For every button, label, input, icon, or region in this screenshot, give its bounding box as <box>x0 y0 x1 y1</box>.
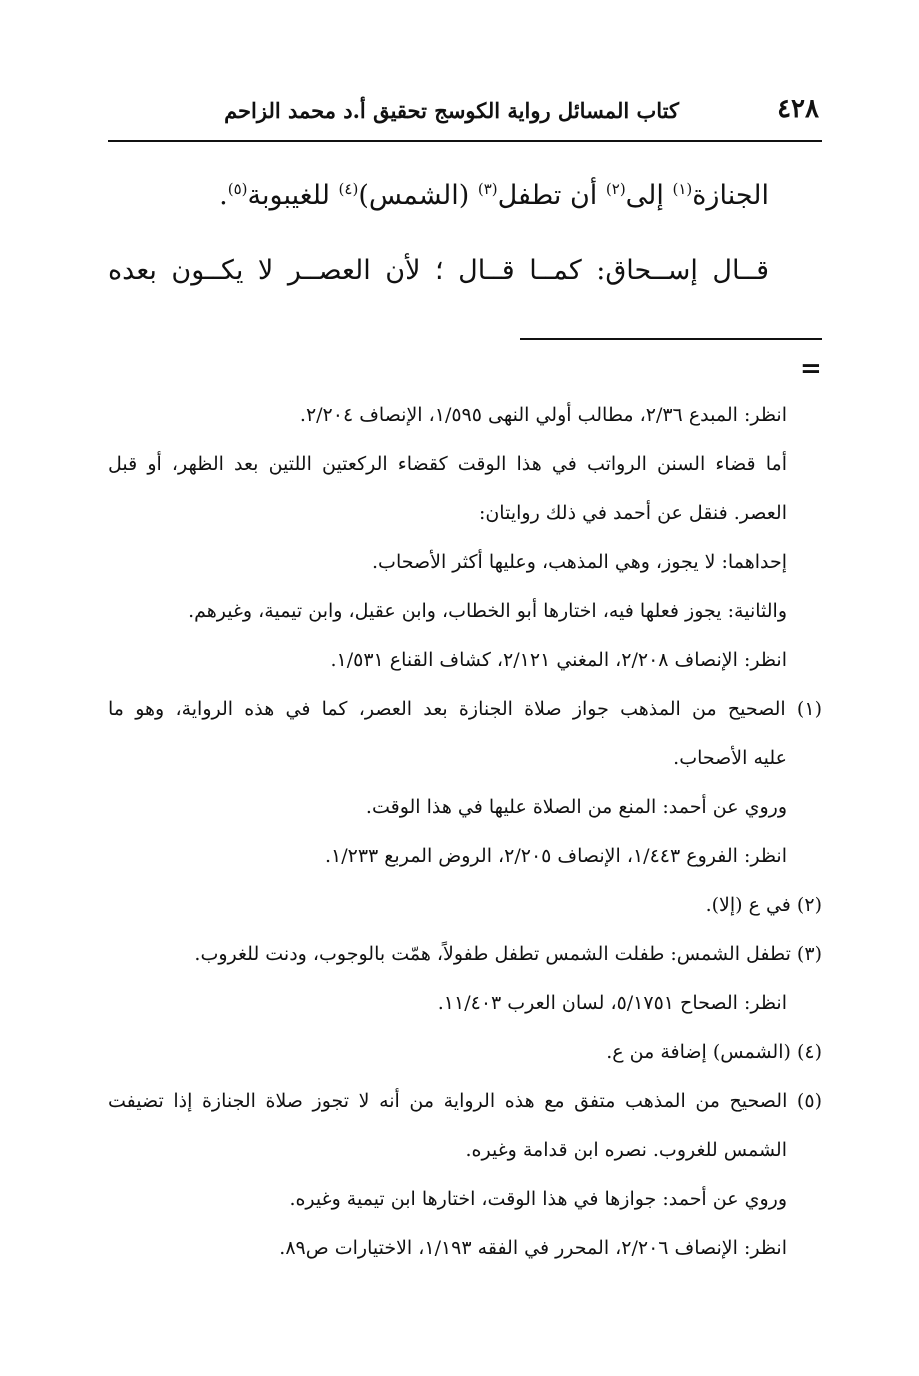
footnote-line: والثانية: يجوز فعلها فيه، اختارها أبو الخطاب، وابن عقيل، وابن تيمية، وغيرهم. <box>188 600 787 622</box>
footnote-line: عليه الأصحاب. <box>673 747 787 769</box>
running-title: كتاب المسائل رواية الكوسج تحقيق أ.د محمد الزاحم <box>224 98 679 123</box>
footnote-line: وروي عن أحمد: المنع من الصلاة عليها في هذا الوقت. <box>365 796 787 818</box>
main-text-line-2: قــال إســحاق: كمــا قــال ؛ لأن العصــر لا يكــون بعده <box>108 255 769 286</box>
footnote-line: (٣) تطفل الشمس: طفلت الشمس تطفل طفولاً، همّت بالوجوب، ودنت للغروب. <box>194 943 822 965</box>
continuation-mark: = <box>800 354 822 384</box>
footnote-line: أما قضاء السنن الرواتب في هذا الوقت كقضاء الركعتين اللتين بعد الظهر، أو قبل <box>108 453 787 475</box>
footnote-line: انظر: المبدع ٢/٣٦، مطالب أولي النهى ١/٥٩٥، الإنصاف ٢/٢٠٤. <box>299 404 787 426</box>
footnote-line: العصر. فنقل عن أحمد في ذلك روايتان: <box>478 502 787 524</box>
footnote-ref-1: (١) <box>672 180 693 198</box>
footnote-ref-4: (٤) <box>338 180 359 198</box>
main-text-line-1 <box>219 180 769 211</box>
footnote-rule <box>520 338 822 340</box>
main-word: للغيبوبة <box>247 180 330 211</box>
footnote-line: وروي عن أحمد: جوازها في هذا الوقت، اختارها ابن تيمية وغيره. <box>289 1188 787 1210</box>
page-number: ٤٢٨ <box>777 94 819 124</box>
footnote-line: انظر: الفروع ١/٤٤٣، الإنصاف ٢/٢٠٥، الروض المربع ١/٢٣٣. <box>324 845 787 867</box>
main-word: الجنازة <box>692 180 769 211</box>
footnote-line: انظر: الصحاح ٥/١٧٥١، لسان العرب ١١/٤٠٣. <box>437 992 787 1014</box>
main-word: أن تطفل <box>497 180 598 211</box>
main-word: (الشمس) <box>358 180 470 211</box>
footnote-line: انظر: الإنصاف ٢/٢٠٨، المغني ٢/١٢١، كشاف القناع ١/٥٣١. <box>330 649 787 671</box>
footnote-line: (٤) (الشمس) إضافة من ع. <box>606 1041 822 1063</box>
header-rule <box>108 140 822 142</box>
footnote-line: (١) الصحيح من المذهب جواز صلاة الجنازة بعد العصر، كما في هذه الرواية، وهو ما <box>108 698 822 720</box>
footnote-ref-2: (٢) <box>605 180 626 198</box>
footnote-ref-5: (٥) <box>227 180 248 198</box>
page-header <box>108 92 819 132</box>
main-punct: . <box>219 180 228 211</box>
footnote-ref-3: (٣) <box>477 180 498 198</box>
footnote-line: (٥) الصحيح من المذهب متفق مع هذه الرواية من أنه لا تجوز صلاة الجنازة إذا تضيفت <box>108 1090 822 1112</box>
main-word: إلى <box>625 180 664 211</box>
footnote-line: (٢) في ع (إلا). <box>705 894 822 916</box>
footnote-line: إحداهما: لا يجوز، وهي المذهب، وعليها أكثر الأصحاب. <box>372 551 787 573</box>
footnote-line: الشمس للغروب. نصره ابن قدامة وغيره. <box>465 1139 787 1161</box>
footnote-line: انظر: الإنصاف ٢/٢٠٦، المحرر في الفقه ١/١٩٣، الاختيارات ص٨٩. <box>279 1237 787 1259</box>
